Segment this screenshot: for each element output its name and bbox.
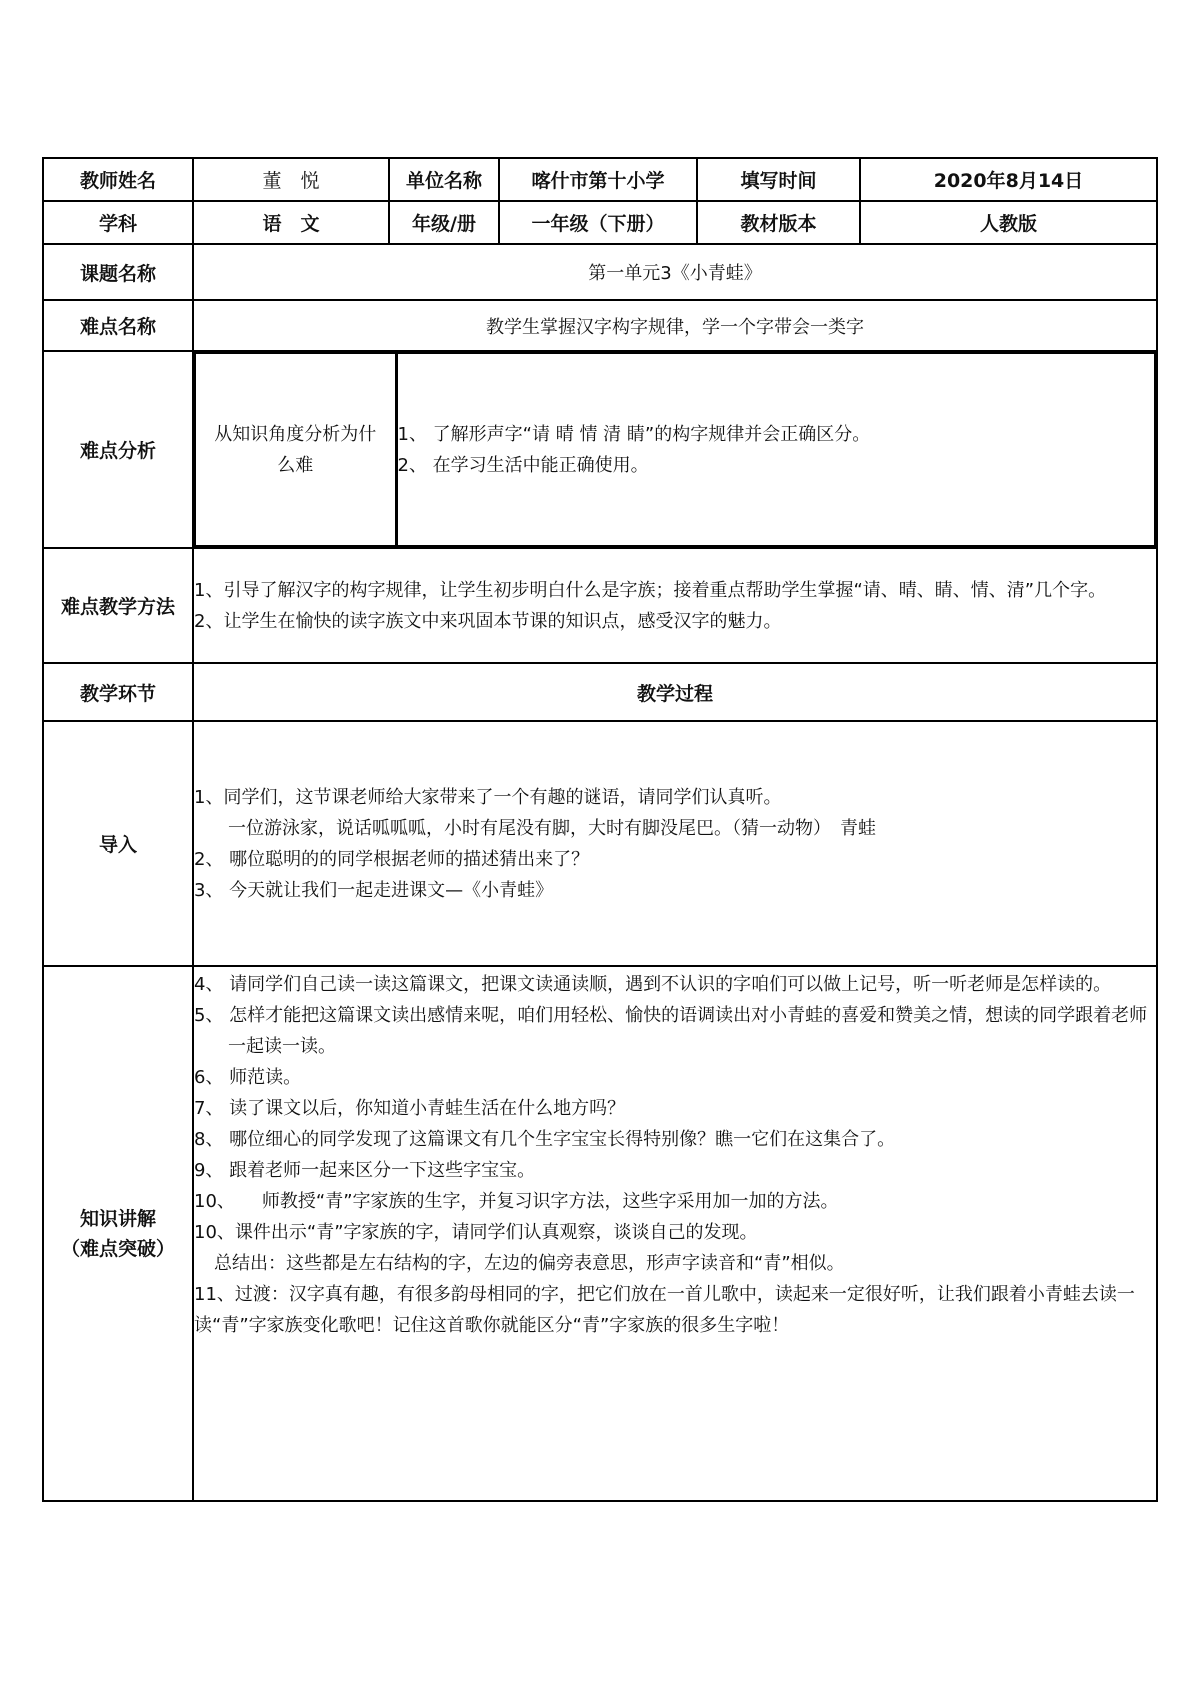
intro-item: 3、 今天就让我们一起走进课文—《小青蛙》 bbox=[194, 879, 554, 901]
intro-content bbox=[193, 721, 1157, 966]
unit-name-label: 单位名称 bbox=[389, 158, 499, 201]
knowledge-item: 6、 师范读。 bbox=[194, 1067, 302, 1088]
knowledge-summary: 总结出：这些都是左右结构的字，左边的偏旁表意思，形声字读音和“青”相似。 bbox=[214, 1253, 845, 1274]
analysis-sub-label: 从知识角度分析为什么难 bbox=[195, 353, 396, 546]
intro-item: 2、 哪位聪明的的同学根据老师的描述猜出来了？ bbox=[194, 848, 590, 870]
knowledge-label bbox=[43, 966, 193, 1501]
process-header-row bbox=[43, 663, 1157, 721]
unit-name-value: 喀什市第十小学 bbox=[499, 158, 697, 201]
analysis-item: 1、 了解形声字“请 晴 情 清 睛”的构字规律并会正确区分。 bbox=[397, 423, 871, 445]
analysis-row bbox=[43, 351, 1157, 548]
analysis-label: 难点分析 bbox=[43, 351, 193, 548]
knowledge-item: 4、 请同学们自己读一读这篇课文，把课文读通读顺，遇到不认识的字咱们可以做上记号，听一听老师是怎样读的。 bbox=[194, 974, 1112, 995]
knowledge-item: 5、 怎样才能把这篇课文读出感情来呢，咱们用轻松、愉快的语调读出对小青蛙的喜爱和赞美之情，想读的同学跟着老师一起读一读。 bbox=[194, 1005, 1148, 1057]
intro-row bbox=[43, 721, 1157, 966]
knowledge-label-line1: 知识讲解 bbox=[79, 1207, 156, 1230]
knowledge-item: 10、课件出示“青”字家族的字，请同学们认真观察，谈谈自己的发现。 bbox=[194, 1222, 758, 1243]
analysis-item: 2、 在学习生活中能正确使用。 bbox=[397, 454, 649, 476]
header-row-1 bbox=[43, 158, 1157, 201]
process-section-label: 教学环节 bbox=[43, 663, 193, 721]
method-row bbox=[43, 548, 1157, 663]
analysis-subtable bbox=[194, 352, 1156, 547]
topic-value: 第一单元3《小青蛙》 bbox=[193, 244, 1157, 300]
lesson-plan-form bbox=[42, 157, 1156, 1502]
lesson-plan-table bbox=[42, 157, 1158, 1502]
process-section-title: 教学过程 bbox=[193, 663, 1157, 721]
topic-row bbox=[43, 244, 1157, 300]
header-row-2 bbox=[43, 201, 1157, 244]
grade-label: 年级/册 bbox=[389, 201, 499, 244]
knowledge-item: 7、 读了课文以后，你知道小青蛙生活在什么地方吗？ bbox=[194, 1098, 626, 1119]
knowledge-item: 11、过渡：汉字真有趣，有很多韵母相同的字，把它们放在一首儿歌中，读起来一定很好听，让我们跟着小青蛙去读一读“青”字家族变化歌吧！记住这首歌你就能区分“青”字家族的很多生字啦！ bbox=[194, 1284, 1135, 1336]
knowledge-content bbox=[193, 966, 1157, 1501]
difficulty-row bbox=[43, 300, 1157, 351]
grade-value: 一年级（下册） bbox=[499, 201, 697, 244]
knowledge-item: 10、 师教授“青”字家族的生字，并复习识字方法，这些字采用加一加的方法。 bbox=[194, 1191, 839, 1212]
edition-label: 教材版本 bbox=[697, 201, 860, 244]
knowledge-item: 9、 跟着老师一起来区分一下这些字宝宝。 bbox=[194, 1160, 536, 1181]
knowledge-item: 8、 哪位细心的同学发现了这篇课文有几个生字宝宝长得特别像？瞧一它们在这集合了。 bbox=[194, 1129, 896, 1150]
knowledge-label-line2: （难点突破） bbox=[60, 1237, 175, 1260]
difficulty-label: 难点名称 bbox=[43, 300, 193, 351]
edition-value: 人教版 bbox=[860, 201, 1157, 244]
intro-item: 1、同学们，这节课老师给大家带来了一个有趣的谜语，请同学们认真听。 bbox=[194, 786, 782, 808]
subject-label: 学科 bbox=[43, 201, 193, 244]
analysis-content bbox=[193, 351, 1157, 548]
difficulty-value: 教学生掌握汉字构字规律，学一个字带会一类字 bbox=[193, 300, 1157, 351]
teacher-name-label: 教师姓名 bbox=[43, 158, 193, 201]
method-item: 1、引导了解汉字的构字规律，让学生初步明白什么是字族；接着重点帮助学生掌握“请、晴、睛、情、清”几个字。 bbox=[194, 579, 1107, 601]
analysis-items bbox=[396, 353, 1155, 546]
fill-date-value: 2020年8月14日 bbox=[860, 158, 1157, 201]
riddle-line: 一位游泳家，说话呱呱呱，小时有尾没有脚，大时有脚没尾巴。（猜一动物） 青蛙 bbox=[228, 817, 876, 839]
knowledge-row bbox=[43, 966, 1157, 1501]
subject-value: 语 文 bbox=[193, 201, 389, 244]
topic-label: 课题名称 bbox=[43, 244, 193, 300]
method-item: 2、让学生在愉快的读字族文中来巩固本节课的知识点，感受汉字的魅力。 bbox=[194, 610, 782, 632]
method-content bbox=[193, 548, 1157, 663]
teacher-name-value: 董 悦 bbox=[193, 158, 389, 201]
fill-date-label: 填写时间 bbox=[697, 158, 860, 201]
intro-label: 导入 bbox=[43, 721, 193, 966]
method-label: 难点教学方法 bbox=[43, 548, 193, 663]
